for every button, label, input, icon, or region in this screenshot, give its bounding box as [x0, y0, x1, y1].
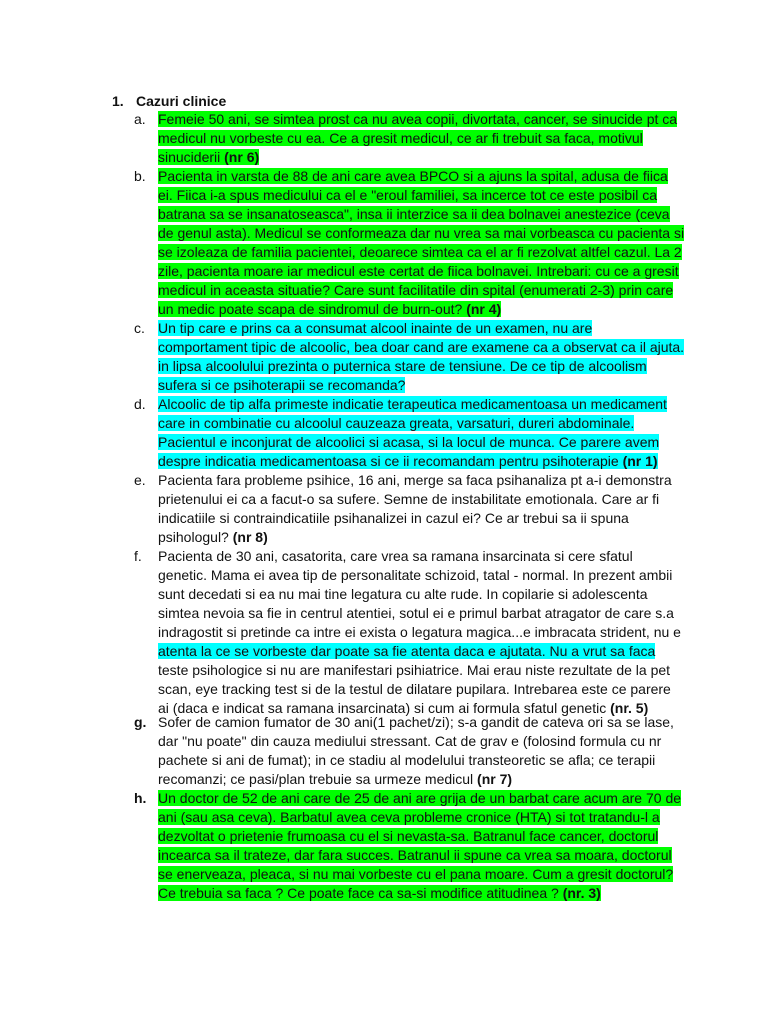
case-text-line: Sofer de camion fumator de 30 ani(1 pachet/zi); s-a gandit de cateva ori sa se lase,: [158, 714, 674, 730]
case-text-line: scan, eye tracking test si de la testul de dilatare pupilara. Intrebarea este ce parere: [158, 681, 671, 697]
case-text-line: ei. Fiica i-a spus medicului ca el e "eroul familiei, sa incerce tot ce este posibil ca: [158, 187, 658, 203]
case-text: [158, 547, 681, 718]
case-label: h.: [134, 790, 147, 806]
case-text-line: in lipsa alcoolului prezinta o puternica stare de tensiune. De ce tip de alcoolism: [158, 358, 647, 374]
case-text-line: se izoleaza de familia pacientei, deoarece simtea ca el ar fi rezolvat altfel cazul. La 2: [158, 244, 682, 260]
case-text-line: genetic. Mama ei avea tip de personalitate schizoid, tatal - normal. In prezent ambii: [158, 567, 673, 583]
case-text-line: dezvoltat o prietenie frumoasa cu el si nevasta-sa. Batranul face cancer, doctorul: [158, 828, 659, 844]
case-text-line: incearca sa il trateze, dar fara succes. Batranul ii spune ca vrea sa moara, doctorul: [158, 847, 672, 863]
case-text: [158, 110, 677, 167]
case-text: [158, 167, 684, 319]
case-text: [158, 713, 674, 789]
case-text-line: pachete si ani de fumat); in ce stadiu al modelului transteoretic se afla; ce terapii: [158, 752, 656, 768]
case-label: d.: [134, 396, 146, 412]
case-text-line: Pacienta de 30 ani, casatorita, care vrea sa ramana insarcinata si cere sfatul: [158, 548, 633, 564]
case-text-line: se enerveaza, pleaca, si nu mai vorbeste cu el pana moare. Cum a gresit doctorul?: [158, 866, 674, 882]
case-text-line: medicul in aceasta situatie? Care sunt facilitatile din spital (enumerati 2-3) prin care: [158, 282, 674, 298]
case-text-line: Alcoolic de tip alfa primeste indicatie terapeutica medicamentoasa un medicament: [158, 396, 667, 412]
case-text-line: indicatiile si contraindicatiile psihanalizei in cazul ei? Ce ar trebui sa ii spuna: [158, 510, 629, 526]
case-text-line: teste psihologice si nu are manifestari psihiatrice. Mai erau niste rezultate de la pet: [158, 662, 671, 678]
case-reference-number: (nr 7): [477, 771, 513, 787]
case-text: [158, 319, 684, 395]
case-text-line: sinuciderii (nr 6): [158, 149, 260, 165]
section-title: Cazuri clinice: [136, 93, 227, 109]
case-text-line: despre indicatia medicamentoasa si ce ii recomandam pentru psihoterapie (nr 1): [158, 453, 658, 469]
case-text-line: de genul asta). Medicul se conformeaza dar nu vrea sa mai vorbeasca cu pacienta si: [158, 225, 685, 241]
case-text-line: atenta la ce se vorbeste dar poate sa fie atenta daca e ajutata. Nu a vrut sa faca: [158, 643, 656, 659]
case-label: e.: [134, 472, 146, 488]
case-reference-number: (nr 8): [232, 529, 268, 545]
case-text-line: Ce trebuia sa faca ? Ce poate face ca sa-si modifice atitudinea ? (nr. 3): [158, 885, 601, 901]
case-text-line: dar "nu poate" din cauza mediului stressant. Cat de grav e (folosind formula cu nr: [158, 733, 662, 749]
case-text-line: Femeie 50 ani, se simtea prost ca nu avea copii, divortata, cancer, se sinucide pt ca: [158, 111, 678, 127]
case-text-line: Pacientul e inconjurat de alcoolici si acasa, si la locul de munca. Ce parere avem: [158, 434, 660, 450]
case-text: [158, 395, 667, 471]
case-text-line: batrana sa se insanatoseasca", insa ii interzice sa ii dea bolnavei anestezice (ceva: [158, 206, 670, 222]
case-label: g.: [134, 714, 147, 730]
case-text-line: un medic poate scapa de sindromul de burn-out? (nr 4): [158, 301, 502, 317]
case-text-line: simtea nevoia sa fie in centrul atentiei, sotul ei e primul barbat atragator de care s.a: [158, 605, 674, 621]
case-text-line: comportament tipic de alcoolic, bea doar cand are examene ca a observat ca il ajuta.: [158, 339, 685, 355]
case-text-line: prietenului ei ca a facut-o sa sufere. Semne de instabilitate emotionala. Care ar fi: [158, 491, 660, 507]
case-reference-number: (nr 6): [224, 149, 260, 165]
case-text-line: medicul nu vorbeste cu ea. Ce a gresit medicul, ce ar fi trebuit sa faca, motivul: [158, 130, 643, 146]
case-text: [158, 789, 681, 903]
section-number: 1.: [112, 93, 124, 109]
case-text-line: indragostit si pretinde ca intre ei exista o legatura magica...e imbracata strident, nu e: [158, 624, 681, 640]
case-reference-number: (nr. 3): [562, 885, 601, 901]
case-text-line: Pacienta fara probleme psihice, 16 ani, merge sa faca psihanaliza pt a-i demonstra: [158, 472, 672, 488]
case-text-line: sufera si ce psihoterapii se recomanda?: [158, 377, 406, 393]
case-text-line: ai (daca e indicat sa ramana insarcinata) si cum ai formula sfatul genetic (nr. 5): [158, 700, 649, 716]
case-label: a.: [134, 111, 146, 127]
case-text-line: sunt decedati si ea nu mai tine legatura cu alte rude. In copilarie si adolescenta: [158, 586, 648, 602]
case-text-line: recomanzi; ce pasi/plan trebuie sa urmeze medicul (nr 7): [158, 771, 513, 787]
case-reference-number: (nr. 5): [610, 700, 649, 716]
case-text: [158, 471, 672, 547]
case-text-line: ani (sau asa ceva). Barbatul avea ceva probleme cronice (HTA) si tot tratandu-l a: [158, 809, 660, 825]
case-label: c.: [134, 320, 145, 336]
section-heading: [112, 92, 226, 111]
case-reference-number: (nr 4): [466, 301, 502, 317]
case-reference-number: (nr 1): [622, 453, 658, 469]
case-label: f.: [134, 548, 142, 564]
case-text-line: psihologul? (nr 8): [158, 529, 268, 545]
case-text-line: Un doctor de 52 de ani care de 25 de ani are grija de un barbat care acum are 70 de: [158, 790, 682, 806]
case-text-line: zile, pacienta moare iar medicul este certat de fiica bolnavei. Intrebari: cu ce a gresit: [158, 263, 679, 279]
case-text-line: care in combinatie cu alcoolul cauzeaza greata, varsaturi, dureri abdominale.: [158, 415, 635, 431]
case-text-line: Pacienta in varsta de 88 de ani care avea BPCO si a ajuns la spital, adusa de fiica: [158, 168, 668, 184]
case-text-line: Un tip care e prins ca a consumat alcool inainte de un examen, nu are: [158, 320, 593, 336]
case-label: b.: [134, 168, 146, 184]
